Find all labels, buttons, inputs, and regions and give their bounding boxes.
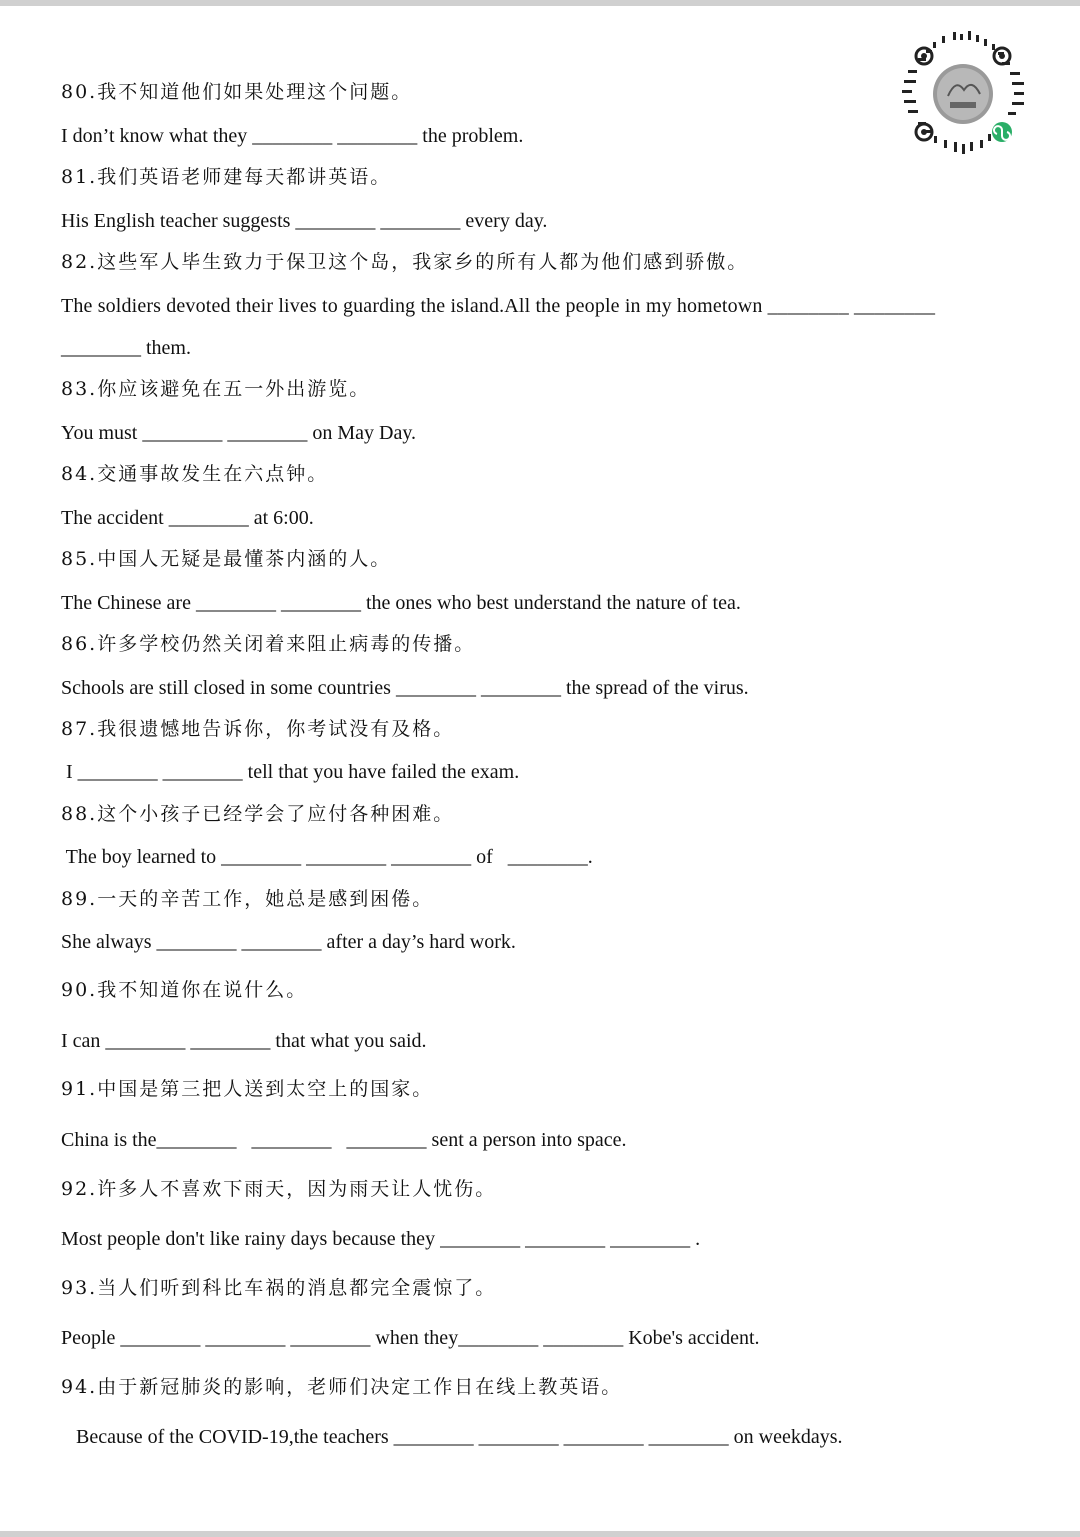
- top-border: [0, 0, 1080, 6]
- question-82-chinese: 82.这些军人毕生致力于保卫这个岛，我家乡的所有人都为他们感到骄傲。: [61, 251, 749, 273]
- question-85-english: The Chinese are ________ ________ the ones who best understand the nature of tea.: [61, 592, 741, 614]
- question-81-chinese: 81.我们英语老师建每天都讲英语。: [61, 166, 392, 188]
- question-83-english: You must ________ ________ on May Day.: [61, 422, 417, 444]
- question-82-english: The soldiers devoted their lives to guarding the island.All the people in my hometown ________ ________: [61, 295, 936, 317]
- question-93-chinese: 93.当人们听到科比车祸的消息都完全震惊了。: [61, 1277, 497, 1299]
- question-86-chinese: 86.许多学校仍然关闭着来阻止病毒的传播。: [61, 633, 476, 655]
- question-90-english: I can ________ ________ that what you said.: [61, 1030, 427, 1052]
- question-88-chinese: 88.这个小孩子已经学会了应付各种困难。: [61, 803, 455, 825]
- bottom-border: [0, 1531, 1080, 1537]
- question-84-english: The accident ________ at 6:00.: [61, 507, 314, 529]
- question-92-chinese: 92.许多人不喜欢下雨天，因为雨天让人忧伤。: [61, 1178, 497, 1200]
- question-92-english: Most people don't like rainy days because they ________ ________ ________ .: [61, 1228, 701, 1250]
- mini-program-qr-code: [898, 30, 1028, 158]
- question-94-english: Because of the COVID-19,the teachers ________ ________ ________ ________ on weekdays.: [61, 1426, 843, 1448]
- question-89-english: She always ________ ________ after a day’s hard work.: [61, 931, 516, 953]
- question-90-chinese: 90.我不知道你在说什么。: [61, 979, 308, 1001]
- question-87-chinese: 87.我很遗憾地告诉你，你考试没有及格。: [61, 718, 455, 740]
- question-86-english: Schools are still closed in some countries ________ ________ the spread of the virus.: [61, 677, 749, 699]
- question-93-english: People ________ ________ ________ when they________ ________ Kobe's accident.: [61, 1327, 760, 1349]
- question-85-chinese: 85.中国人无疑是最懂茶内涵的人。: [61, 548, 392, 570]
- question-88-english: The boy learned to ________ ________ ________ of ________.: [61, 846, 593, 868]
- question-80-chinese: 80.我不知道他们如果处理这个问题。: [61, 81, 413, 103]
- question-89-chinese: 89.一天的辛苦工作，她总是感到困倦。: [61, 888, 434, 910]
- question-91-english: China is the________ ________ ________ sent a person into space.: [61, 1129, 627, 1151]
- question-82-english-continued: ________ them.: [61, 337, 191, 359]
- question-83-chinese: 83.你应该避免在五一外出游览。: [61, 378, 371, 400]
- question-84-chinese: 84.交通事故发生在六点钟。: [61, 463, 329, 485]
- question-87-english: I ________ ________ tell that you have failed the exam.: [61, 761, 520, 783]
- question-91-chinese: 91.中国是第三把人送到太空上的国家。: [61, 1078, 434, 1100]
- question-94-chinese: 94.由于新冠肺炎的影响，老师们决定工作日在线上教英语。: [61, 1376, 623, 1398]
- question-80-english: I don’t know what they ________ ________ the problem.: [61, 125, 524, 147]
- question-81-english: His English teacher suggests ________ ________ every day.: [61, 210, 548, 232]
